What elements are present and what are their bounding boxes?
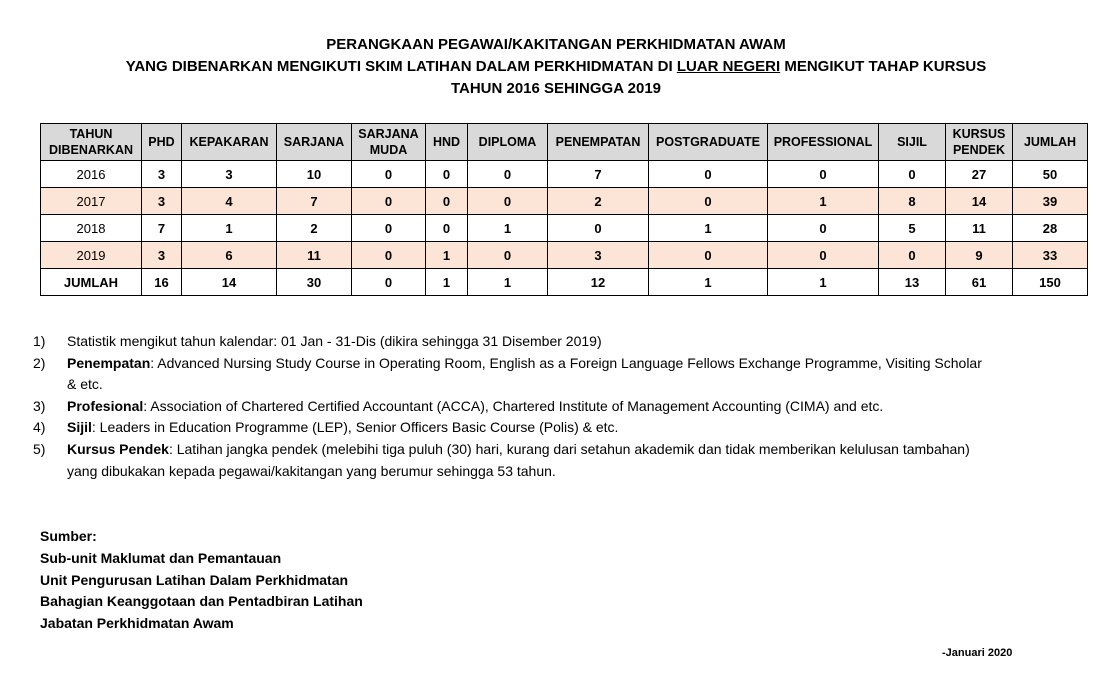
value-cell: 9 [946, 242, 1013, 269]
note-item: 5) Kursus Pendek: Latihan jangka pendek (melebihi tiga puluh (30) hari, kurang dari setahun akademik dan tidak memberikan kelulusan tambahan) yang dibukakan kepada pegawai/kakitangan yang berumur sehingga 53 tahun. [33, 440, 970, 479]
value-cell: 2 [548, 188, 649, 215]
column-header: POSTGRADUATE [649, 124, 768, 161]
value-cell: 1 [468, 215, 548, 242]
column-header: HND [426, 124, 468, 161]
value-cell: 0 [879, 242, 946, 269]
source-block [40, 526, 363, 635]
source-line: Unit Pengurusan Latihan Dalam Perkhidmatan [40, 571, 349, 588]
value-cell: 0 [426, 161, 468, 188]
column-header: TAHUN DIBENARKAN [41, 124, 142, 161]
column-header: SARJANA MUDA [352, 124, 426, 161]
source-line: Sub-unit Maklumat dan Pemantauan [40, 549, 282, 566]
value-cell: 0 [649, 188, 768, 215]
value-cell: 13 [879, 269, 946, 296]
value-cell: 150 [1013, 269, 1088, 296]
value-cell: 0 [768, 161, 879, 188]
table-row [41, 215, 1088, 242]
value-cell: 6 [182, 242, 277, 269]
value-cell: 0 [468, 161, 548, 188]
year-cell: 2019 [41, 242, 142, 269]
value-cell: 14 [946, 188, 1013, 215]
value-cell: 14 [182, 269, 277, 296]
value-cell: 1 [468, 269, 548, 296]
column-header: DIPLOMA [468, 124, 548, 161]
year-cell: 2016 [41, 161, 142, 188]
value-cell: 0 [768, 242, 879, 269]
value-cell: 0 [649, 161, 768, 188]
column-header: PENEMPATAN [548, 124, 649, 161]
document-title [0, 34, 1112, 100]
document-date: -Januari 2020 [942, 647, 1013, 659]
value-cell: 12 [548, 269, 649, 296]
column-header: SIJIL [879, 124, 946, 161]
source-line: Bahagian Keanggotaan dan Pentadbiran Latihan [40, 593, 363, 610]
value-cell: 0 [649, 242, 768, 269]
year-cell: 2017 [41, 188, 142, 215]
value-cell: 7 [142, 215, 182, 242]
value-cell: 1 [768, 188, 879, 215]
title-line-1: PERANGKAAN PEGAWAI/KAKITANGAN PERKHIDMATAN AWAM [326, 36, 786, 53]
value-cell: 8 [879, 188, 946, 215]
table-row [41, 188, 1088, 215]
value-cell: 0 [426, 188, 468, 215]
column-header: PHD [142, 124, 182, 161]
value-cell: 7 [548, 161, 649, 188]
value-cell: 0 [548, 215, 649, 242]
value-cell: 4 [182, 188, 277, 215]
value-cell: 0 [468, 188, 548, 215]
value-cell: 0 [352, 215, 426, 242]
statistics-table [40, 123, 1088, 296]
value-cell: 0 [352, 161, 426, 188]
title-line-3: TAHUN 2016 SEHINGGA 2019 [450, 80, 662, 97]
value-cell: 1 [768, 269, 879, 296]
value-cell: 3 [142, 242, 182, 269]
value-cell: 16 [142, 269, 182, 296]
value-cell: 3 [182, 161, 277, 188]
value-cell: 0 [426, 215, 468, 242]
value-cell: 0 [468, 242, 548, 269]
value-cell: 30 [277, 269, 352, 296]
year-cell: 2018 [41, 215, 142, 242]
column-header: JUMLAH [1013, 124, 1088, 161]
value-cell: 27 [946, 161, 1013, 188]
title-line-2-suffix: MENGIKUT TAHAP KURSUS [780, 58, 987, 75]
value-cell: 3 [142, 188, 182, 215]
value-cell: 1 [649, 269, 768, 296]
value-cell: 1 [182, 215, 277, 242]
value-cell: 10 [277, 161, 352, 188]
note-item: 4) Sijil: Leaders in Education Programme (LEP), Senior Officers Basic Course (Polis) & etc. [33, 419, 619, 436]
value-cell: 2 [277, 215, 352, 242]
value-cell: 3 [548, 242, 649, 269]
value-cell: 5 [879, 215, 946, 242]
value-cell: 0 [768, 215, 879, 242]
title-line-2-underlined: LUAR NEGERI [676, 58, 781, 75]
value-cell: 28 [1013, 215, 1088, 242]
value-cell: 0 [352, 242, 426, 269]
value-cell: 0 [879, 161, 946, 188]
year-cell: JUMLAH [41, 269, 142, 296]
notes-list [33, 331, 993, 482]
total-row [41, 269, 1088, 296]
value-cell: 7 [277, 188, 352, 215]
source-line: Jabatan Perkhidmatan Awam [40, 615, 234, 632]
value-cell: 1 [649, 215, 768, 242]
table-row [41, 242, 1088, 269]
value-cell: 39 [1013, 188, 1088, 215]
column-header: SARJANA [277, 124, 352, 161]
value-cell: 11 [946, 215, 1013, 242]
value-cell: 0 [352, 269, 426, 296]
table-header-row [41, 124, 1088, 161]
source-heading: Sumber: [40, 528, 97, 544]
table-body [41, 161, 1088, 296]
value-cell: 11 [277, 242, 352, 269]
column-header: KURSUS PENDEK [946, 124, 1013, 161]
value-cell: 1 [426, 242, 468, 269]
note-item: 2) Penempatan: Advanced Nursing Study Course in Operating Room, English as a Foreign Language Fellows Exchange Programme, Visiting Scholar & etc. [33, 354, 982, 393]
value-cell: 50 [1013, 161, 1088, 188]
note-item: 1) Statistik mengikut tahun kalendar: 01 Jan - 31-Dis (dikira sehingga 31 Disember 2019) [33, 333, 602, 349]
note-item: 3) Profesional: Association of Chartered Certified Accountant (ACCA), Chartered Institute of Management Accounting (CIMA) and etc. [33, 397, 884, 414]
value-cell: 0 [352, 188, 426, 215]
title-line-2-prefix: YANG DIBENARKAN MENGIKUTI SKIM LATIHAN DALAM PERKHIDMATAN DI [125, 58, 677, 75]
table-row [41, 161, 1088, 188]
value-cell: 3 [142, 161, 182, 188]
value-cell: 33 [1013, 242, 1088, 269]
column-header: PROFESSIONAL [768, 124, 879, 161]
value-cell: 1 [426, 269, 468, 296]
title-line-2 [0, 56, 1112, 78]
value-cell: 61 [946, 269, 1013, 296]
column-header: KEPAKARAN [182, 124, 277, 161]
